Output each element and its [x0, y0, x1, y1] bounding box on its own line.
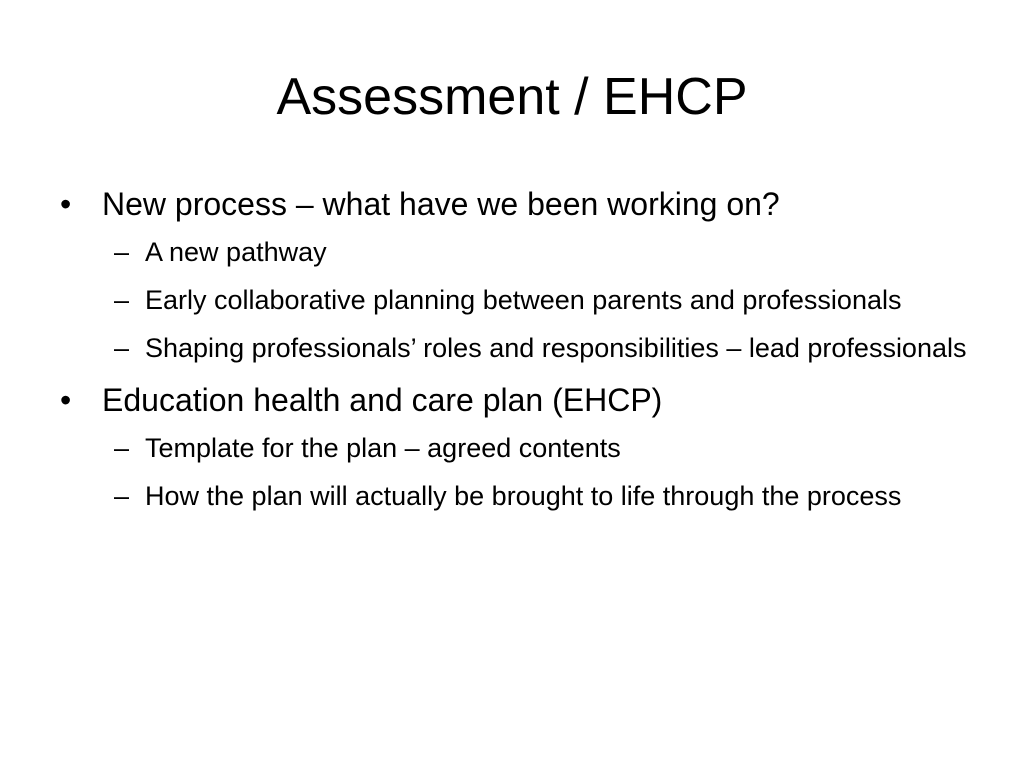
bullet-text: New process – what have we been working on? [102, 186, 780, 222]
bullet-icon: • [60, 382, 72, 418]
sub-item [60, 280, 970, 320]
slide-title: Assessment / EHCP [276, 68, 748, 126]
sub-list-1 [60, 232, 970, 368]
sub-list-2 [60, 428, 970, 516]
sub-item-text: A new pathway [145, 237, 327, 267]
dash-icon: – [114, 237, 130, 267]
sub-item [60, 328, 970, 368]
bullet-icon: • [60, 186, 72, 222]
bullet-item-1 [60, 182, 970, 226]
bullet-item-2 [60, 378, 970, 422]
dash-icon: – [114, 433, 130, 463]
slide-content [60, 182, 970, 526]
sub-item-text: Template for the plan – agreed contents [145, 433, 621, 463]
sub-item [60, 428, 970, 468]
sub-item [60, 476, 970, 516]
dash-icon: – [114, 481, 130, 511]
dash-icon: – [114, 333, 130, 363]
sub-item-text: How the plan will actually be brought to life through the process [145, 481, 902, 511]
sub-item [60, 232, 970, 272]
bullet-text: Education health and care plan (EHCP) [102, 382, 663, 418]
dash-icon: – [114, 285, 130, 315]
sub-item-text: Shaping professionals’ roles and responsibilities – lead professionals [145, 333, 967, 363]
sub-item-text: Early collaborative planning between parents and professionals [145, 285, 902, 315]
